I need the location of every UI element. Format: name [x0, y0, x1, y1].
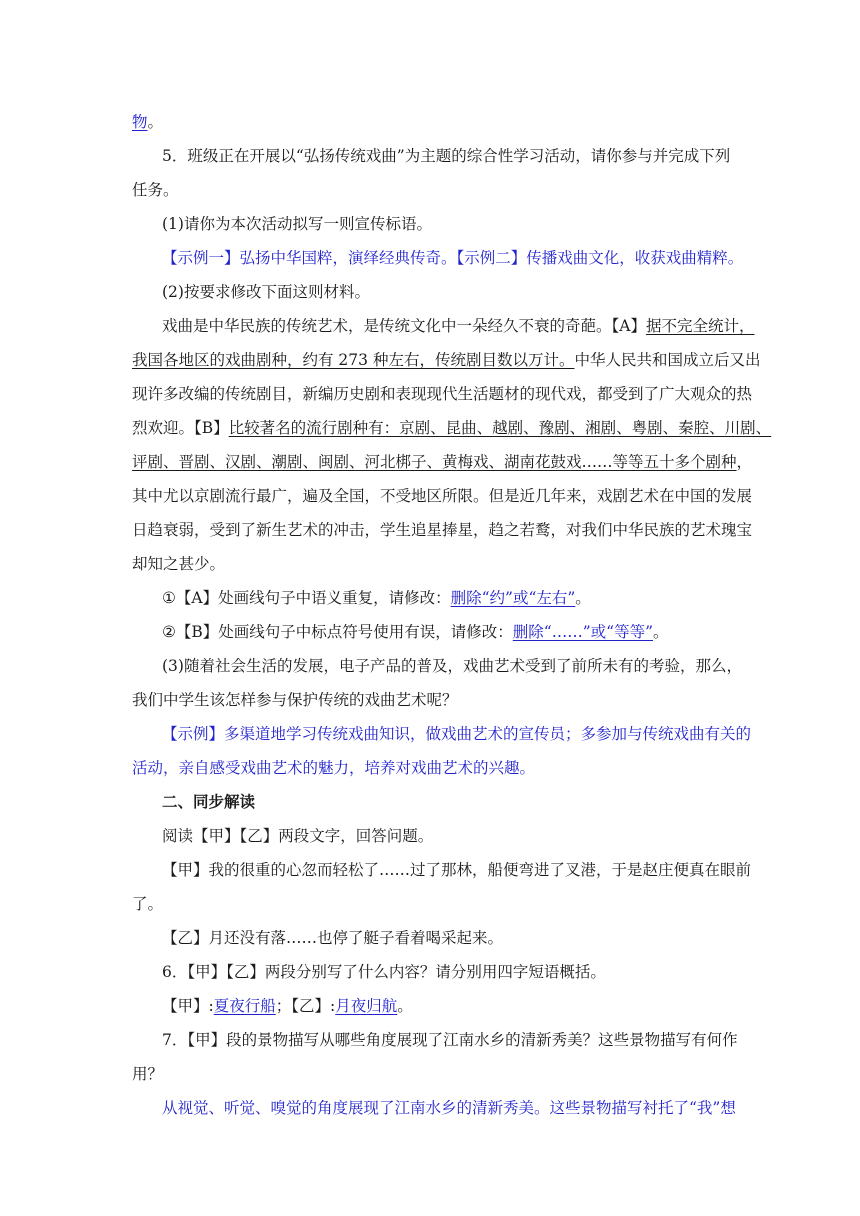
passage-line-1: 戏曲是中华民族的传统艺术，是传统文化中一朵经久不衰的奇葩。【A】据不完全统计， — [162, 317, 755, 335]
passage-yi: 【乙】月还没有落……也停了艇子看着喝采起来。 — [162, 929, 504, 947]
passage-line-3: 现许多改编的传统剧目，新编历史剧和表现现代生活题材的现代戏，都受到了广大观众的热 — [132, 385, 753, 403]
fix-b-answer: 删除“……”或“等等” — [512, 623, 653, 641]
underline-b-start: 比较著名的流行剧种有：京剧、昆曲、越剧、豫剧、湘剧、粤剧、秦腔、川剧、 — [228, 419, 772, 437]
question-7-line-1: 7．【甲】段的景物描写从哪些角度展现了江南水乡的清新秀美？这些景物描写有何作 — [162, 1031, 738, 1049]
underline-a-start: 据不完全统计， — [645, 317, 755, 335]
fix-a-line: ①【A】处画线句子中语义重复，请修改：删除“约”或“左右”。 — [162, 589, 591, 607]
question-7-line-2: 用？ — [132, 1065, 164, 1083]
underline-b-end: 评剧、晋剧、汉剧、潮剧、闽剧、河北梆子、黄梅戏、湖南花鼓戏……等等五十多个剧种 — [132, 453, 737, 471]
underline-a-end: 我国各地区的戏曲剧种，约有 273 种左右，传统剧目数以万计。 — [132, 351, 575, 369]
question-5-sub-2: (2)按要求修改下面这则材料。 — [162, 283, 370, 301]
reading-intro: 阅读【甲】【乙】两段文字，回答问题。 — [162, 827, 434, 845]
prev-answer-tail: 物。 — [132, 113, 164, 131]
passage-line-7: 日趋衰弱，受到了新生艺术的冲击，学生追星捧星，趋之若鹜，对我们中华民族的艺术瑰宝 — [132, 521, 753, 539]
answer-6-jia: 夏夜行船 — [213, 997, 276, 1015]
question-6: 6．【甲】【乙】两段分别写了什么内容？请分别用四字短语概括。 — [162, 963, 606, 981]
question-5-sub-3-line-2: 我们中学生该怎样参与保护传统的戏曲艺术呢？ — [132, 691, 458, 709]
passage-line-4: 烈欢迎。【B】比较著名的流行剧种有：京剧、昆曲、越剧、豫剧、湘剧、粤剧、秦腔、川剧、 — [132, 419, 772, 437]
fix-b-line: ②【B】处画线句子中标点符号使用有误，请修改：删除“……”或“等等”。 — [162, 623, 669, 641]
answer-6-yi: 月夜归航 — [335, 997, 398, 1015]
question-5-line-2: 任务。 — [132, 181, 179, 199]
answer-6: 【甲】:夏夜行船；【乙】:月夜归航。 — [162, 997, 413, 1015]
passage-line-8: 却知之甚少。 — [132, 555, 226, 573]
passage-jia-line-2: 了。 — [132, 895, 164, 913]
answer-5-3-line-1: 【示例】多渠道地学习传统戏曲知识，做戏曲艺术的宣传员；多参加与传统戏曲有关的 — [162, 725, 752, 743]
passage-jia-line-1: 【甲】我的很重的心忽而轻松了……过了那林，船便弯进了叉港，于是赵庄便真在眼前 — [162, 861, 752, 879]
question-5-sub-1: (1)请你为本次活动拟写一则宣传标语。 — [162, 215, 432, 233]
passage-line-2: 我国各地区的戏曲剧种，约有 273 种左右，传统剧目数以万计。中华人民共和国成立后又出 — [132, 351, 761, 369]
section-heading: 二、同步解读 — [162, 792, 256, 811]
passage-line-5: 评剧、晋剧、汉剧、潮剧、闽剧、河北梆子、黄梅戏、湖南花鼓戏……等等五十多个剧种， — [132, 453, 753, 471]
answer-7-line-1: 从视觉、听觉、嗅觉的角度展现了江南水乡的清新秀美。这些景物描写衬托了“我”想 — [162, 1099, 736, 1117]
question-5-sub-3-line-1: (3)随着社会生活的发展，电子产品的普及，戏曲艺术受到了前所未有的考验，那么， — [162, 657, 742, 675]
answer-5-1: 【示例一】弘扬中华国粹，演绎经典传奇。【示例二】传播戏曲文化，收获戏曲精粹。 — [162, 249, 744, 267]
answer-5-3-line-2: 活动，亲自感受戏曲艺术的魅力，培养对戏曲艺术的兴趣。 — [132, 759, 536, 777]
question-5-line-1: 5．班级正在开展以“弘扬传统戏曲”为主题的综合性学习活动，请你参与并完成下列 — [162, 147, 731, 165]
passage-line-6: 其中尤以京剧流行最广，遍及全国，不受地区所限。但是近几年来，戏剧艺术在中国的发展 — [132, 487, 753, 505]
fix-a-answer: 删除“约”或“左右” — [450, 589, 576, 607]
